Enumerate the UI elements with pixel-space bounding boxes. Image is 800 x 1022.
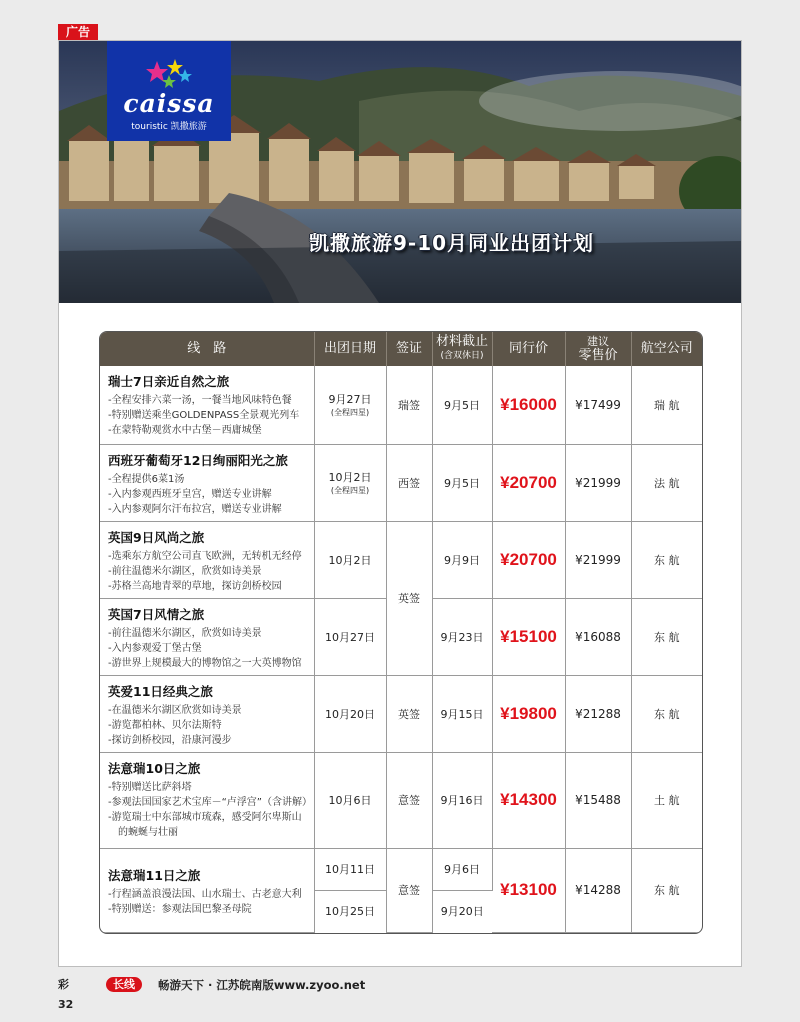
date-note: (全程四星) xyxy=(330,408,370,418)
col-date: 出团日期 xyxy=(314,332,386,366)
route-desc: -游世界上规模最大的博物馆之一大英博物馆 xyxy=(108,657,302,669)
route-desc: -特别赠送比萨斜塔 xyxy=(108,781,192,793)
retail-price: ¥21999 xyxy=(565,444,631,521)
schedule-table xyxy=(99,331,703,934)
retail-price: ¥21288 xyxy=(565,675,631,752)
retail-price: ¥21999 xyxy=(565,521,631,598)
route-name: 法意瑞11日之旅 xyxy=(108,867,201,883)
deadline-cell: 9月23日 xyxy=(432,598,492,675)
date-cell: 10月11日 xyxy=(314,848,386,890)
airline-cell: 瑞 航 xyxy=(631,366,702,444)
airline-cell: 东 航 xyxy=(631,598,702,675)
retail-price: ¥16088 xyxy=(565,598,631,675)
trade-price: ¥20700 xyxy=(492,521,565,598)
route-name: 法意瑞10日之旅 xyxy=(108,760,201,776)
hero-banner xyxy=(59,41,741,303)
col-deadline-label: 材料截止 xyxy=(435,334,488,349)
visa-cell: 英签 xyxy=(386,521,432,675)
date-note: (全程四星) xyxy=(330,486,370,495)
route-desc: -入内参观西班牙皇宫，赠送专业讲解 xyxy=(108,488,272,500)
table-row xyxy=(100,752,702,848)
trade-price: ¥16000 xyxy=(492,366,565,444)
airline-cell: 东 航 xyxy=(631,848,702,932)
route-desc: -游览瑞士中东部城市琉森，感受阿尔卑斯山 xyxy=(108,811,302,823)
route-desc: -特别赠送乘坐GOLDENPASS全景观光列车 xyxy=(108,410,300,421)
hero-title: 凯撒旅游9-10月同业出团计划 xyxy=(309,231,595,255)
route-desc: -行程涵盖浪漫法国、山水瑞士、古老意大利 xyxy=(108,888,302,900)
airline-cell: 法 航 xyxy=(631,444,702,521)
col-visa: 签证 xyxy=(386,332,432,366)
trade-price: ¥13100 xyxy=(492,848,565,932)
page-panel xyxy=(58,40,742,967)
retail-price: ¥15488 xyxy=(565,752,631,848)
route-cell xyxy=(100,675,314,752)
trade-price: ¥14300 xyxy=(492,752,565,848)
trade-price: ¥15100 xyxy=(492,598,565,675)
table-row xyxy=(100,444,702,521)
route-desc: -入内参观阿尔汗布拉宫，赠送专业讲解 xyxy=(108,503,282,515)
route-desc: -前往温德米尔湖区，欣赏如诗美景 xyxy=(108,565,262,577)
caissa-logo xyxy=(107,41,231,141)
route-desc: -参观法国国家艺术宝库－“卢浮宫”（含讲解） xyxy=(108,796,312,808)
date-cell: 10月25日 xyxy=(314,890,386,932)
route-desc: -前往温德米尔湖区，欣赏如诗美景 xyxy=(108,627,262,639)
table-header-row xyxy=(100,332,702,366)
ad-tag: 广告 xyxy=(58,24,98,41)
date-cell xyxy=(314,366,386,444)
col-deadline xyxy=(432,332,492,366)
route-name: 英爱11日经典之旅 xyxy=(108,683,213,699)
date-cell: 10月20日 xyxy=(314,675,386,752)
col-retail-label-2: 零售价 xyxy=(578,348,618,363)
col-airline: 航空公司 xyxy=(631,332,702,366)
route-cell xyxy=(100,521,314,598)
route-desc: -在温德米尔湖区欣赏如诗美景 xyxy=(108,704,242,716)
trade-price: ¥19800 xyxy=(492,675,565,752)
deadline-cell: 9月9日 xyxy=(432,521,492,598)
route-desc: -苏格兰高地青翠的草地，探访剑桥校园 xyxy=(108,580,282,592)
visa-cell: 英签 xyxy=(386,675,432,752)
route-cell xyxy=(100,598,314,675)
col-trade-price: 同行价 xyxy=(492,332,565,366)
date-cell: 10月6日 xyxy=(314,752,386,848)
table-row xyxy=(100,521,702,598)
logo-brand-sub: touristic 凯撒旅游 xyxy=(131,122,207,132)
route-name: 西班牙葡萄牙12日绚丽阳光之旅 xyxy=(108,452,288,468)
logo-brand-name: caissa xyxy=(123,89,215,118)
route-cell xyxy=(100,366,314,444)
date-cell xyxy=(314,444,386,521)
route-desc: -全程安排六菜一汤，一餐当地风味特色餐 xyxy=(108,395,292,406)
airline-cell: 土 航 xyxy=(631,752,702,848)
logo-stars-icon xyxy=(145,59,193,89)
route-desc: -入内参观爱丁堡古堡 xyxy=(108,642,202,654)
route-cell xyxy=(100,444,314,521)
visa-cell: 瑞签 xyxy=(386,366,432,444)
deadline-cell: 9月16日 xyxy=(432,752,492,848)
trade-price: ¥20700 xyxy=(492,444,565,521)
deadline-cell: 9月5日 xyxy=(432,366,492,444)
departure-date: 9月27日 xyxy=(328,393,372,407)
retail-price: ¥17499 xyxy=(565,366,631,444)
route-name: 瑞士7日亲近自然之旅 xyxy=(108,374,230,389)
route-desc: -探访剑桥校园，沿康河漫步 xyxy=(108,734,232,746)
visa-cell: 意签 xyxy=(386,848,432,932)
col-retail-label-1: 建议 xyxy=(587,335,609,348)
table-row xyxy=(100,848,702,890)
section-badge: 长线 xyxy=(106,977,142,992)
route-name: 英国7日风情之旅 xyxy=(108,606,205,622)
table-row xyxy=(100,366,702,444)
route-desc: -游览都柏林、贝尔法斯特 xyxy=(108,719,222,731)
deadline-cell: 9月20日 xyxy=(440,905,484,919)
retail-price: ¥14288 xyxy=(565,848,631,932)
magazine-credit: 畅游天下 · 江苏皖南版www.zyoo.net xyxy=(158,978,366,992)
route-cell xyxy=(100,752,314,848)
route-cell xyxy=(100,848,314,932)
deadline-cell: 9月6日 xyxy=(432,848,492,890)
departure-date: 10月2日 xyxy=(328,471,372,484)
route-desc: -特别赠送：参观法国巴黎圣母院 xyxy=(108,903,252,915)
route-name: 英国9日风尚之旅 xyxy=(108,529,205,545)
airline-cell: 东 航 xyxy=(631,675,702,752)
route-desc: -全程提供6菜1汤 xyxy=(108,473,185,485)
date-cell: 10月2日 xyxy=(314,521,386,598)
page-number: 彩32 xyxy=(58,978,74,1011)
col-retail-price xyxy=(565,332,631,366)
visa-cell: 意签 xyxy=(386,752,432,848)
col-deadline-note: (含双休日) xyxy=(440,351,484,361)
deadline-cell: 9月15日 xyxy=(432,675,492,752)
deadline-cell: 9月5日 xyxy=(432,444,492,521)
visa-cell: 西签 xyxy=(386,444,432,521)
route-desc: -在蒙特勒观赏水中古堡－西庸城堡 xyxy=(108,425,262,436)
route-desc: 的蜿蜒与壮丽 xyxy=(108,826,178,838)
col-route: 线 路 xyxy=(100,332,314,366)
date-cell: 10月27日 xyxy=(314,598,386,675)
airline-cell: 东 航 xyxy=(631,521,702,598)
table-row xyxy=(100,675,702,752)
route-desc: -选乘东方航空公司直飞欧洲，无转机无经停 xyxy=(108,550,302,562)
